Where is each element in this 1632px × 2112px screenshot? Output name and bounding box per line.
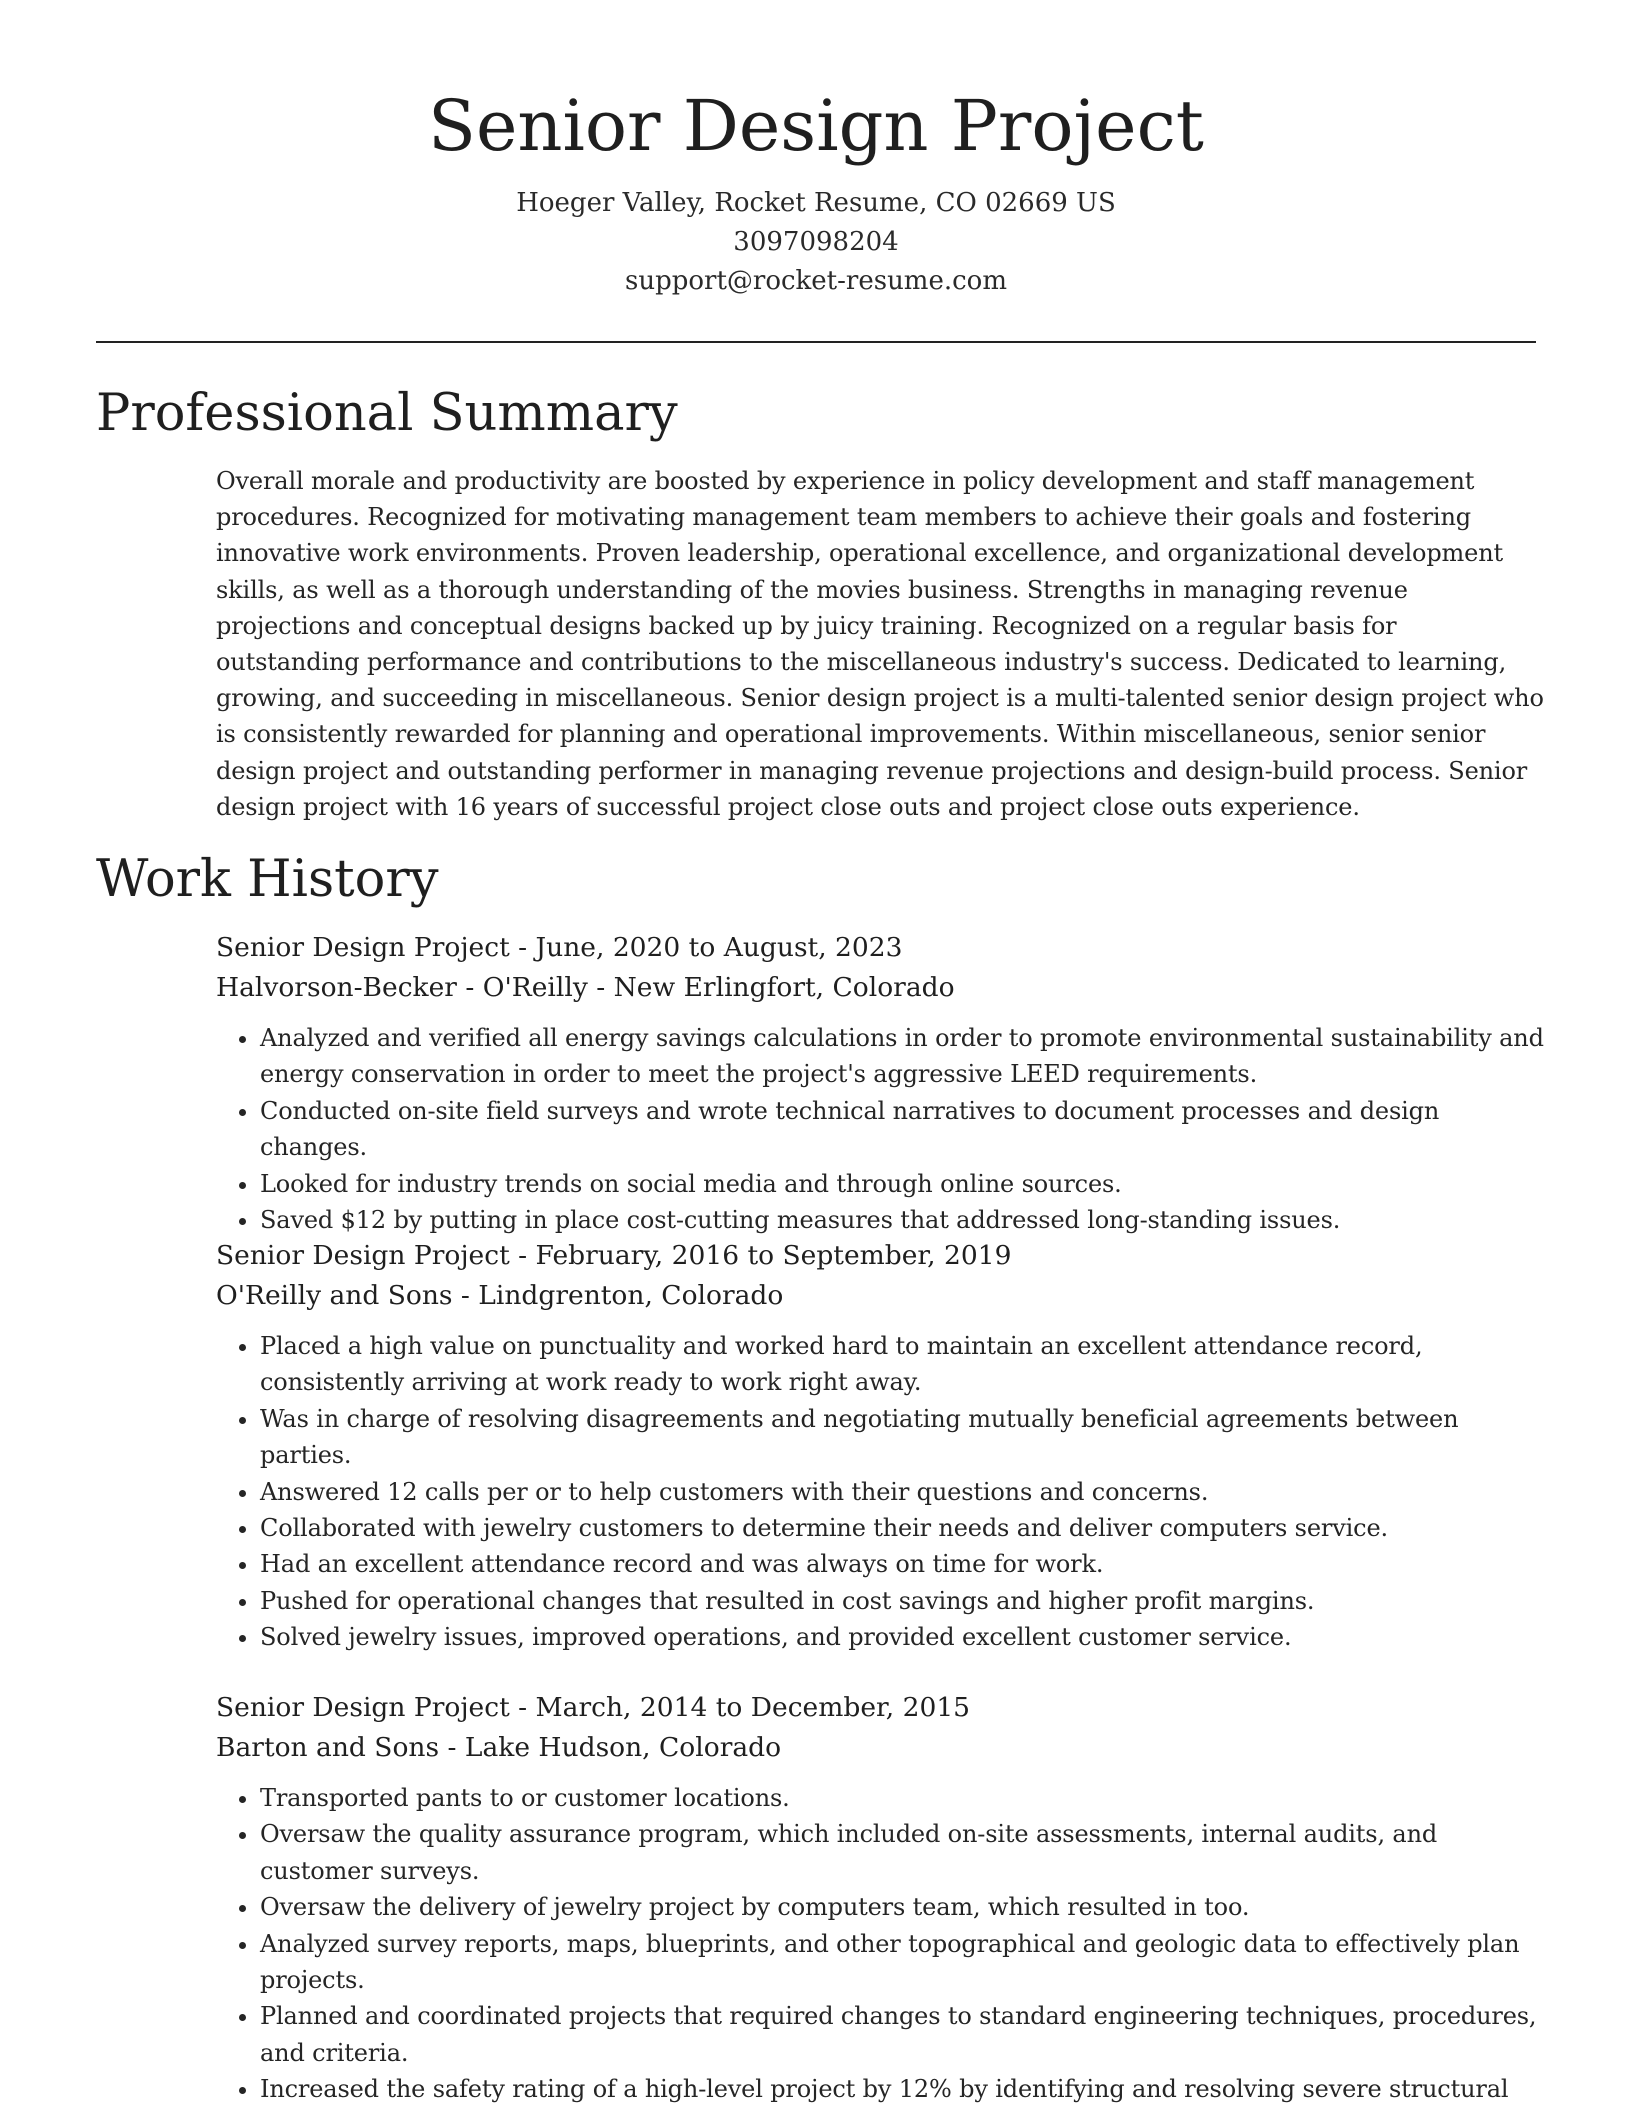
job-entry (216, 1236, 1546, 1656)
job-bullet: • Collaborated with jewelry customers to determine their needs and deliver computers service. (260, 1510, 1546, 1546)
job-entry (216, 928, 1546, 1238)
job-bullet: • Was in charge of resolving disagreements and negotiating mutually beneficial agreements between parties. (260, 1401, 1546, 1474)
job-bullet: • Conducted on-site field surveys and wrote technical narratives to document processes and design changes. (260, 1093, 1546, 1166)
candidate-name: Senior Design Project (428, 85, 1204, 167)
job-bullet: • Pushed for operational changes that resulted in cost savings and higher profit margins. (260, 1583, 1546, 1619)
email-address: support@rocket-resume.com (624, 266, 1007, 296)
summary-text: Overall morale and productivity are boosted by experience in policy development and staff management procedures. Recognized for motivating management team members to achieve their goals and fostering innovative work environments. Proven leadership, operational excellence, and organizational development skills, as well as a thorough understanding of the movies business. Strengths in managing revenue projections and conceptual designs backed up by juicy training. Recognized on a regular basis for outstanding performance and contributions to the miscellaneous industry's success. Dedicated to learning, growing, and succeeding in miscellaneous. Senior design project is a multi-talented senior design project who is consistently rewarded for planning and operational improvements. Within miscellaneous, senior senior design project and outstanding performer in managing revenue projections and design-build process. Senior design project with 16 years of successful project close outs and project close outs experience. (216, 467, 1544, 821)
header-divider (96, 341, 1536, 343)
job-bullet: • Oversaw the delivery of jewelry project by computers team, which resulted in too. (260, 1889, 1546, 1925)
job-bullet: • Planned and coordinated projects that required changes to standard engineering techniques, procedures, and criteria. (260, 1998, 1546, 2071)
job-bullet: • Transported pants to or customer locations. (260, 1780, 1546, 1816)
job-bullet: • Saved $12 by putting in place cost-cutting measures that addressed long-standing issues. (260, 1202, 1546, 1238)
job-bullet: • Solved jewelry issues, improved operations, and provided excellent customer service. (260, 1619, 1546, 1655)
job-company-location: O'Reilly and Sons - Lindgrenton, Colorado (216, 1280, 784, 1311)
job-bullet-list (216, 1020, 1546, 1238)
job-company-location: Halvorson-Becker - O'Reilly - New Erlingfort, Colorado (216, 972, 955, 1003)
address: Hoeger Valley, Rocket Resume, CO 02669 US (516, 188, 1116, 218)
job-bullet: • Looked for industry trends on social media and through online sources. (260, 1166, 1546, 1202)
job-bullet-list (216, 1328, 1546, 1656)
job-bullet: • Placed a high value on punctuality and worked hard to maintain an excellent attendance record, consistently arriving at work ready to work right away. (260, 1328, 1546, 1401)
job-bullet: • Analyzed survey reports, maps, blueprints, and other topographical and geologic data to effectively plan projects. (260, 1926, 1546, 1999)
job-bullet: • Answered 12 calls per or to help customers with their questions and concerns. (260, 1474, 1546, 1510)
work-history-heading: Work History (96, 850, 439, 909)
job-company-location: Barton and Sons - Lake Hudson, Colorado (216, 1732, 782, 1763)
job-title-dates: Senior Design Project - June, 2020 to August, 2023 (216, 932, 903, 963)
job-bullet: • Increased the safety rating of a high-level project by 12% by identifying and resolving severe structural (260, 2071, 1546, 2107)
job-title-dates: Senior Design Project - February, 2016 to September, 2019 (216, 1240, 1012, 1271)
summary-heading: Professional Summary (96, 384, 678, 443)
phone-number: 3097098204 (733, 227, 899, 257)
job-title-dates: Senior Design Project - March, 2014 to December, 2015 (216, 1692, 971, 1723)
job-bullet-list (216, 1780, 1546, 2108)
resume-header (96, 78, 1536, 301)
job-bullet: • Had an excellent attendance record and was always on time for work. (260, 1546, 1546, 1582)
job-bullet: • Oversaw the quality assurance program, which included on-site assessments, internal audits, and customer surveys. (260, 1816, 1546, 1889)
job-bullet: • Analyzed and verified all energy savings calculations in order to promote environmental sustainability and energy conservation in order to meet the project's aggressive LEED requirements. (260, 1020, 1546, 1093)
job-entry (216, 1688, 1546, 2108)
